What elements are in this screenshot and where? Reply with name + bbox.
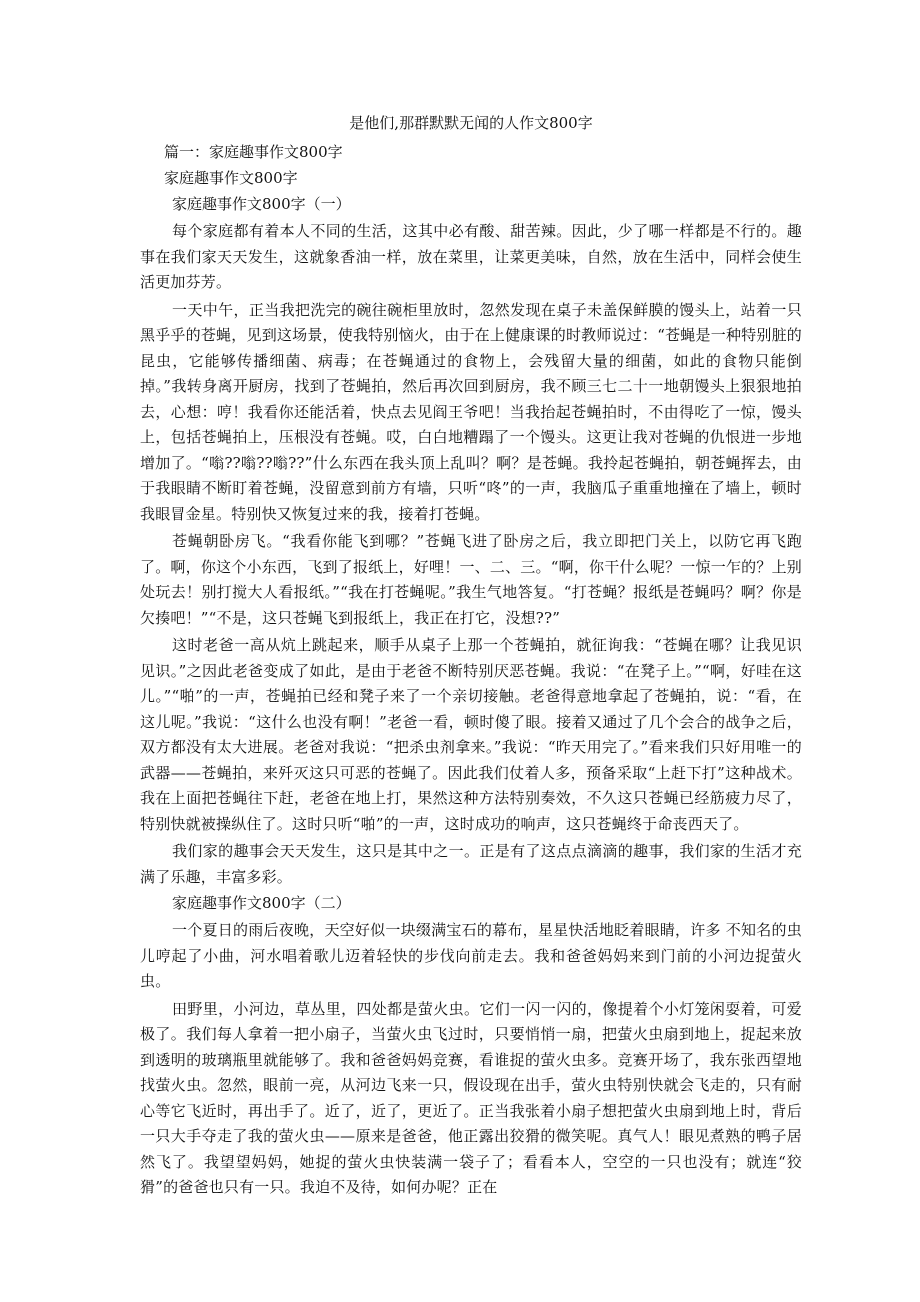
- sub-heading: 家庭趣事作文800字: [164, 169, 298, 187]
- part-heading-1: 家庭趣事作文800字（一）: [172, 195, 351, 213]
- paragraph-4: 这时老爸一高从炕上跳起来，顺手从桌子上那一个苍蝇拍，就征询我：“苍蝇在哪？让我见识见识。”之因此老爸变成了如此，是由于老爸不断特别厌恶苍蝇。我说：“在凳子上。”“啊，好哇在这儿。”“啪”的一声，苍蝇拍已经和凳子来了一个亲切接触。老爸得意地拿起了苍蝇拍，说：“看，在这儿呢。”我说：“这什么也没有啊！”老爸一看，顿时傻了眼。接着又通过了几个会合的战争之后，双方都没有太大进展。老爸对我说：“把杀虫剂拿来。”我说：“昨天用完了。”看来我们只好用唯一的武器——苍蝇拍，来歼灭这只可恶的苍蝇了。因此我们仗着人多，预备采取“上赶下打”这种战术。我在上面把苍蝇往下赶，老爸在地上打，果然这种方法特别奏效，不久这只苍蝇已经筋疲力尽了，特别快就被操纵住了。这时只听“啪”的一声，这时成功的响声，这只苍蝇终于命丧西天了。: [140, 636, 802, 833]
- section-heading: 篇一：家庭趣事作文800字: [164, 143, 343, 161]
- part-heading-2: 家庭趣事作文800字（二）: [172, 894, 351, 912]
- paragraph-6: 一个夏日的雨后夜晚，天空好似一块缀满宝石的幕布，星星快活地眨着眼睛，许多 不知名的虫儿哼起了小曲，河水唱着歌儿迈着轻快的步伐向前走去。我和爸爸妈妈来到门前的小河边捉萤火虫。: [140, 921, 802, 990]
- paragraph-7: 田野里，小河边，草丛里，四处都是萤火虫。它们一闪一闪的，像提着个小灯笼闲耍着，可爱极了。我们每人拿着一把小扇子，当萤火虫飞过时，只要悄悄一扇，把萤火虫扇到地上，捉起来放到透明的玻璃瓶里就能够了。我和爸爸妈妈竞赛，看谁捉的萤火虫多。竞赛开场了，我东张西望地找萤火虫。忽然，眼前一亮，从河边飞来一只，假设现在出手，萤火虫特别快就会飞走的，只有耐心等它飞近时，再出手了。近了，近了，更近了。正当我张着小扇子想把萤火虫扇到地上时，背后一只大手夺走了我的萤火虫——原来是爸爸，他正露出狡猾的微笑呢。真气人！眼见煮熟的鸭子居然飞了。我望望妈妈，她捉的萤火虫快装满一袋子了；看看本人，空空的一只也没有；就连“狡猾”的爸爸也只有一只。我迫不及待，如何办呢？正在: [140, 999, 802, 1196]
- document-title: 是他们,那群默默无闻的人作文800字: [349, 114, 593, 132]
- paragraph-3: 苍蝇朝卧房飞。“我看你能飞到哪？”苍蝇飞进了卧房之后，我立即把门关上，以防它再飞跑了。啊，你这个小东西，飞到了报纸上，好哩！一、二、三。“啊，你干什么呢？一惊一乍的？上别处玩去！别打搅大人看报纸。”“我在打苍蝇呢。”我生气地答复。“打苍蝇？报纸是苍蝇吗？啊？你是欠揍吧！”“不是，这只苍蝇飞到报纸上，我正在打它，没想??”: [140, 532, 802, 627]
- paragraph-2: 一天中午，正当我把洗完的碗往碗柜里放时，忽然发现在桌子未盖保鲜膜的馒头上，站着一只黑乎乎的苍蝇，见到这场景，使我特别恼火，由于在上健康课的时教师说过：“苍蝇是一种特别脏的昆虫，它能够传播细菌、病毒；在苍蝇通过的食物上，会残留大量的细菌，如此的食物只能倒掉。”我转身离开厨房，找到了苍蝇拍，然后再次回到厨房，我不顾三七二十一地朝馒头上狠狠地拍去，心想：哼！我看你还能活着，快点去见阎王爷吧！当我抬起苍蝇拍时，不由得吃了一惊，馒头上，包括苍蝇拍上，压根没有苍蝇。哎，白白地糟蹋了一个馒头。这更让我对苍蝇的仇恨进一步地增加了。“嗡??嗡??嗡??”什么东西在我头顶上乱叫？啊？是苍蝇。我拎起苍蝇拍，朝苍蝇挥去，由于我眼睛不断盯着苍蝇，没留意到前方有墙，只听“咚”的一声，我脑瓜子重重地撞在了墙上，顿时我眼冒金星。特别快又恢复过来的我，接着打苍蝇。: [140, 300, 802, 523]
- paragraph-5: 我们家的趣事会天天发生，这只是其中之一。正是有了这点点滴滴的趣事，我们家的生活才充满了乐趣，丰富多彩。: [140, 842, 802, 886]
- paragraph-1: 每个家庭都有着本人不同的生活，这其中必有酸、甜苦辣。因此，少了哪一样都是不行的。趣事在我们家天天发生，这就象香油一样，放在菜里，让菜更美味，自然，放在生活中，同样会使生活更加芬芳。: [140, 222, 802, 291]
